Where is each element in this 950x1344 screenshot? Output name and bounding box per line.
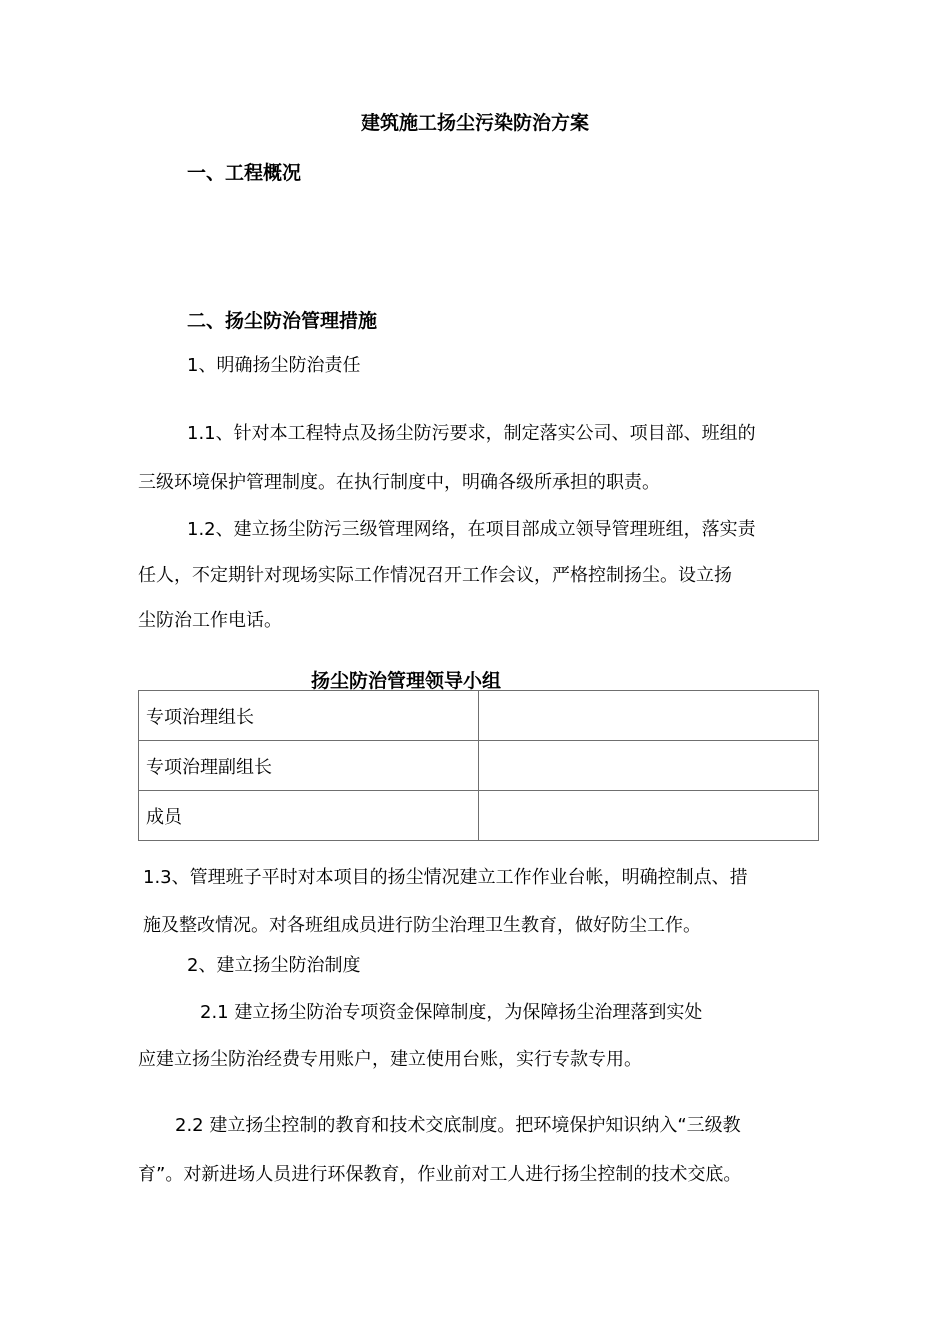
paragraph-1-1-line-1: 1.1、针对本工程特点及扬尘防污要求，制定落实公司、项目部、班组的 <box>187 423 756 444</box>
paragraph-1-3-line-1: 1.3、管理班子平时对本项目的扬尘情况建立工作作业台帐，明确控制点、措 <box>143 867 748 888</box>
paragraph-1-2-line-2: 任人，不定期针对现场实际工作情况召开工作会议，严格控制扬尘。设立扬 <box>138 565 732 586</box>
subheading-system: 2、建立扬尘防治制度 <box>187 955 361 976</box>
paragraph-2-1-line-2: 应建立扬尘防治经费专用账户，建立使用台账，实行专款专用。 <box>138 1049 642 1070</box>
paragraph-1-3-line-2: 施及整改情况。对各班组成员进行防尘治理卫生教育，做好防尘工作。 <box>143 915 701 936</box>
table-cell-role: 专项治理副组长 <box>139 741 479 791</box>
section-heading-overview: 一、工程概况 <box>187 162 302 184</box>
table-cell-role: 成员 <box>139 791 479 841</box>
paragraph-2-2-line-1: 2.2 建立扬尘控制的教育和技术交底制度。把环境保护知识纳入“三级教 <box>175 1115 741 1136</box>
section-heading-dust-measures: 二、扬尘防治管理措施 <box>187 310 378 332</box>
paragraph-2-2-line-2: 育”。对新进场人员进行环保教育，作业前对工人进行扬尘控制的技术交底。 <box>138 1164 742 1185</box>
table-cell-name <box>478 741 819 791</box>
paragraph-1-2-line-1: 1.2、建立扬尘防污三级管理网络，在项目部成立领导管理班组，落实责 <box>187 519 756 540</box>
table-row <box>139 691 819 741</box>
paragraph-1-1-line-2: 三级环境保护管理制度。在执行制度中，明确各级所承担的职责。 <box>138 472 660 493</box>
leadership-group-table <box>138 690 819 841</box>
table-row <box>139 791 819 841</box>
table-title: 扬尘防治管理领导小组 <box>311 670 502 692</box>
table-cell-name <box>478 791 819 841</box>
table-cell-role: 专项治理组长 <box>139 691 479 741</box>
document-title: 建筑施工扬尘污染防治方案 <box>360 112 589 134</box>
paragraph-1-2-line-3: 尘防治工作电话。 <box>138 610 282 631</box>
paragraph-2-1-line-1: 2.1 建立扬尘防治专项资金保障制度，为保障扬尘治理落到实处 <box>200 1002 703 1023</box>
table-row <box>139 741 819 791</box>
subheading-responsibility: 1、明确扬尘防治责任 <box>187 355 361 376</box>
table-cell-name <box>478 691 819 741</box>
